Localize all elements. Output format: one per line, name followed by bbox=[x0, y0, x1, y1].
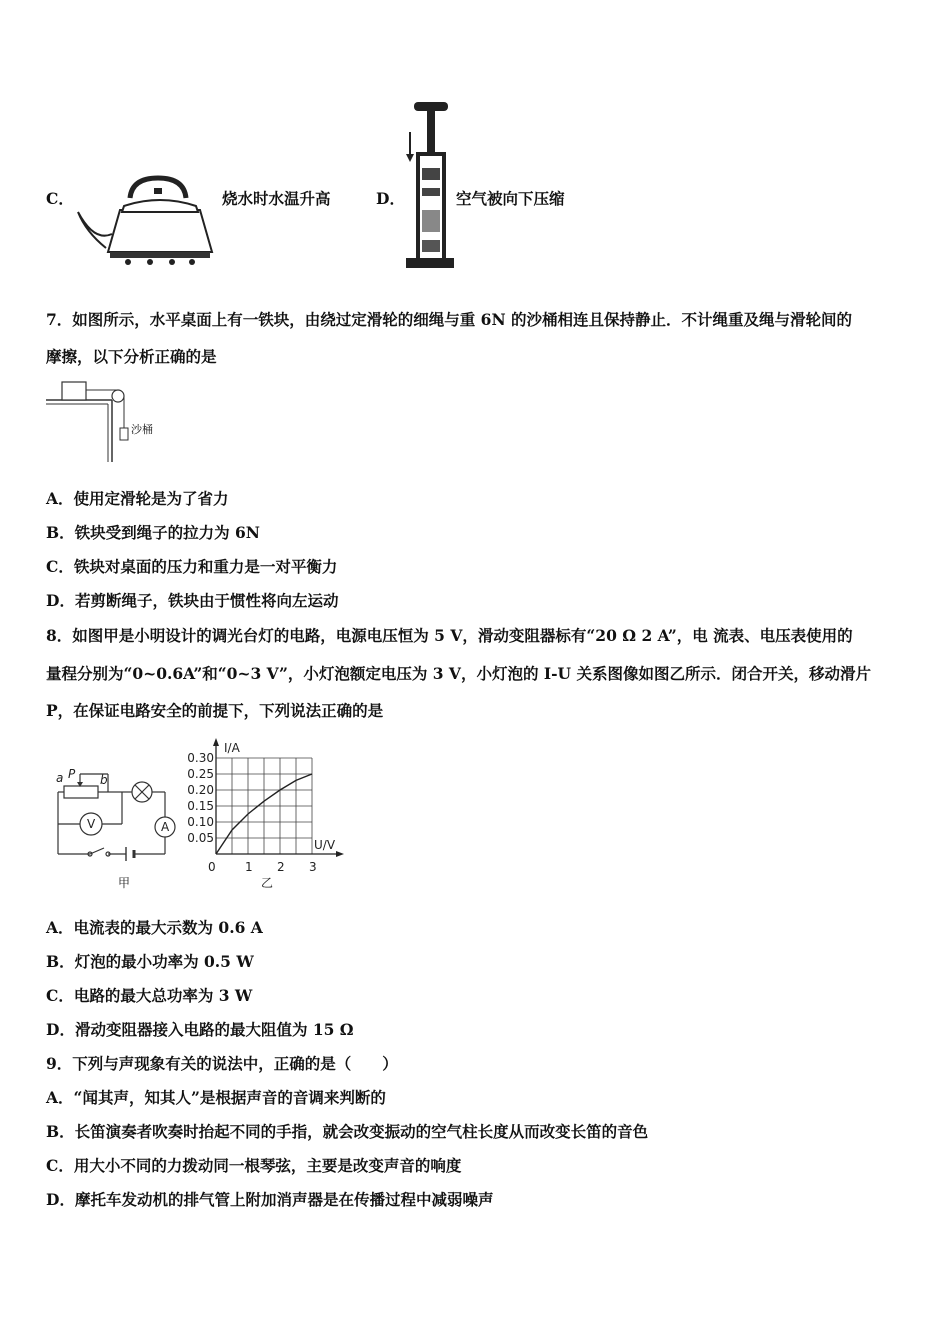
chart-grid bbox=[216, 758, 312, 854]
air-pump-icon bbox=[400, 98, 456, 274]
q9-option-a: A．“闻其声，知其人”是根据声音的音调来判断的 bbox=[46, 1088, 386, 1107]
voltmeter-symbol: V bbox=[87, 817, 96, 831]
q9-stem: 9．下列与声现象有关的说法中，正确的是（ ） bbox=[46, 1054, 398, 1073]
y-axis-arrow bbox=[213, 738, 219, 746]
q7-option-a: A．使用定滑轮是为了省力 bbox=[46, 489, 229, 508]
y-tick-label: 0.15 bbox=[187, 799, 214, 813]
q8-option-d: D．滑动变阻器接入电路的最大阻值为 15 Ω bbox=[46, 1020, 354, 1039]
ammeter-symbol: A bbox=[161, 820, 170, 834]
iron-block bbox=[62, 382, 86, 400]
q8-stem-line3: P，在保证电路安全的前提下，下列说法正确的是 bbox=[46, 701, 384, 720]
y-axis-label: I/A bbox=[224, 741, 240, 755]
slider-end-b-label: b bbox=[100, 773, 108, 787]
q8-option-b: B．灯泡的最小功率为 0.5 W bbox=[46, 952, 254, 971]
kettle-icon bbox=[70, 172, 222, 272]
option-d-caption: 空气被向下压缩 bbox=[456, 189, 565, 208]
q9-option-d: D．摩托车发动机的排气管上附加消声器是在传播过程中减弱噪声 bbox=[46, 1190, 494, 1209]
y-tick-label: 0.10 bbox=[187, 815, 214, 829]
slider-p-label: P bbox=[68, 767, 76, 781]
q7-option-c: C．铁块对桌面的压力和重力是一对平衡力 bbox=[46, 557, 338, 576]
q7-stem-line1: 7．如图所示，水平桌面上有一铁块，由绕过定滑轮的细绳与重 6N 的沙桶相连且保持静止．不计绳重及绳与滑轮间的 bbox=[46, 310, 853, 329]
q8-stem-line2: 量程分别为“0~0.6A”和“0~3 V”，小灯泡额定电压为 3 V，小灯泡的 I-U 关系图像如图乙所示．闭合开关，移动滑片 bbox=[46, 664, 871, 683]
option-d-letter: D． bbox=[376, 189, 405, 208]
circuit-caption: 甲 bbox=[118, 876, 131, 890]
y-tick-label: 0.05 bbox=[187, 831, 214, 845]
y-tick-label: 0.20 bbox=[187, 783, 214, 797]
chart-caption: 乙 bbox=[261, 876, 274, 890]
sand-bucket bbox=[120, 428, 128, 440]
q8-stem-line1: 8．如图甲是小明设计的调光台灯的电路，电源电压恒为 5 V，滑动变阻器标有“20 Ω 2 A”，电 流表、电压表使用的 bbox=[46, 626, 853, 645]
x-axis-arrow bbox=[336, 851, 344, 857]
x-tick-label: 1 bbox=[245, 860, 253, 874]
y-tick-label: 0.25 bbox=[187, 767, 214, 781]
sand-bucket-label: 沙桶 bbox=[131, 423, 153, 436]
circuit-diagram bbox=[50, 760, 185, 896]
option-c-caption: 烧水时水温升高 bbox=[222, 189, 331, 208]
slider-end-a-label: a bbox=[56, 771, 64, 785]
iu-chart bbox=[186, 736, 350, 894]
option-c-letter: C． bbox=[46, 189, 74, 208]
q9-option-b: B．长笛演奏者吹奏时抬起不同的手指，就会改变振动的空气柱长度从而改变长笛的音色 bbox=[46, 1122, 649, 1141]
q7-option-d: D．若剪断绳子，铁块由于惯性将向左运动 bbox=[46, 591, 339, 610]
q7-stem-line2: 摩擦，以下分析正确的是 bbox=[46, 347, 217, 366]
q9-option-c: C．用大小不同的力拨动同一根琴弦，主要是改变声音的响度 bbox=[46, 1156, 462, 1175]
q8-option-c: C．电路的最大总功率为 3 W bbox=[46, 986, 253, 1005]
q8-option-a: A．电流表的最大示数为 0.6 A bbox=[46, 918, 263, 937]
q7-option-b: B．铁块受到绳子的拉力为 6N bbox=[46, 523, 260, 542]
pulley-figure bbox=[46, 376, 166, 466]
x-tick-label: 0 bbox=[208, 860, 216, 874]
pulley-wheel bbox=[112, 390, 124, 402]
x-tick-label: 2 bbox=[277, 860, 285, 874]
y-tick-label: 0.30 bbox=[187, 751, 214, 765]
x-axis-label: U/V bbox=[314, 838, 336, 852]
x-tick-label: 3 bbox=[309, 860, 317, 874]
